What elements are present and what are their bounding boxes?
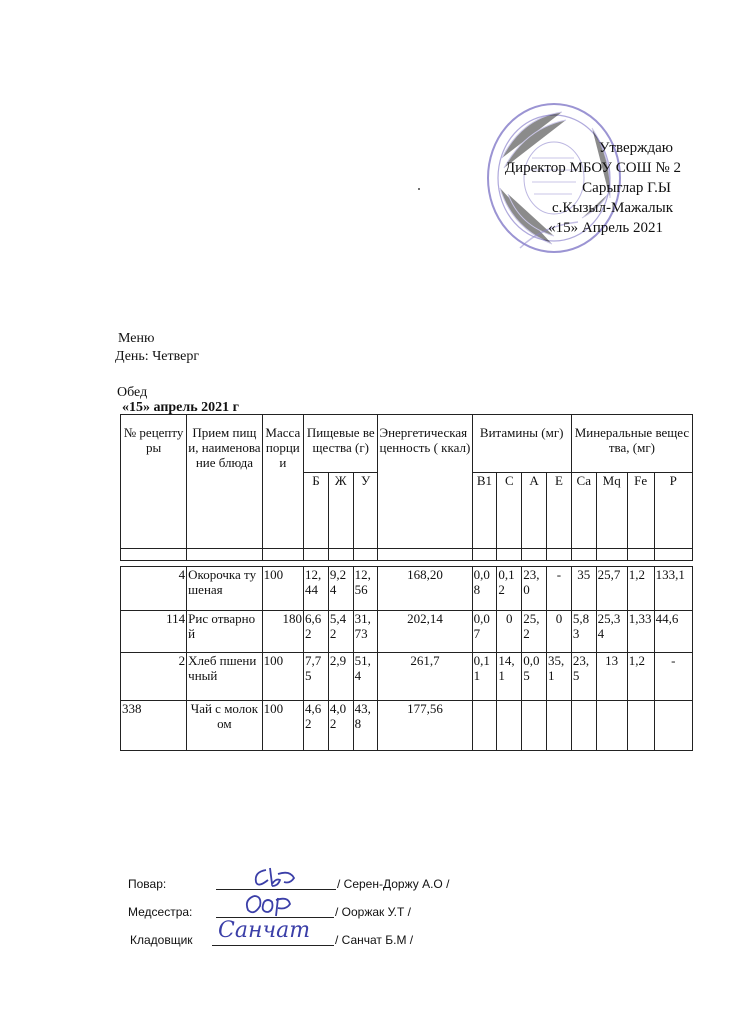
store-label: Кладовщик — [130, 933, 193, 947]
cell-recipe: 2 — [121, 653, 187, 701]
cell-ca — [571, 701, 596, 751]
sub-fe: Fe — [627, 473, 654, 549]
cell-u: 51,4 — [353, 653, 378, 701]
cell-b: 7,75 — [304, 653, 329, 701]
cell-c: 0 — [497, 611, 522, 653]
cell-a: 25,2 — [522, 611, 547, 653]
cell-u: 12,56 — [353, 567, 378, 611]
sub-e: Е — [547, 473, 572, 549]
cell-v1: 0,11 — [472, 653, 497, 701]
cell-c — [497, 701, 522, 751]
cell-mass: 100 — [262, 701, 303, 751]
cell-u: 31,73 — [353, 611, 378, 653]
table-row — [121, 611, 693, 653]
cell-p: 133,1 — [654, 567, 692, 611]
cell-mg: 25,34 — [596, 611, 627, 653]
cell-ca: 5,83 — [571, 611, 596, 653]
cell-e: 35,1 — [547, 653, 572, 701]
nurse-signature — [242, 888, 302, 918]
cell-recipe: 338 — [121, 701, 187, 751]
cell-zh: 4,02 — [328, 701, 353, 751]
cell-energy: 168,20 — [378, 567, 472, 611]
menu-table — [120, 414, 693, 751]
sub-a: А — [522, 473, 547, 549]
cell-b: 4,62 — [304, 701, 329, 751]
cell-b: 6,62 — [304, 611, 329, 653]
sub-p: Р — [654, 473, 692, 549]
sub-mg: Mq — [596, 473, 627, 549]
cell-zh: 9,24 — [328, 567, 353, 611]
cook-label: Повар: — [128, 877, 167, 891]
menu-title: Меню — [118, 331, 155, 346]
header-vitamins: Витамины (мг) — [472, 415, 571, 473]
nurse-name: / Ооржак У.Т / — [335, 905, 411, 919]
cell-v1: 0,08 — [472, 567, 497, 611]
cell-b: 12,44 — [304, 567, 329, 611]
cell-mg: 13 — [596, 653, 627, 701]
header-minerals: Минеральные вещества, (мг) — [571, 415, 692, 473]
cell-dish: Хлеб пшеничный — [187, 653, 262, 701]
sub-u: У — [353, 473, 378, 549]
cell-energy: 202,14 — [378, 611, 472, 653]
approval-director: Директор МБОУ СОШ № 2 — [504, 160, 681, 176]
date-label: «15» апрель 2021 г — [122, 400, 239, 415]
table-row — [121, 653, 693, 701]
sub-ca: Са — [571, 473, 596, 549]
header-recipe: № рецептуры — [121, 415, 187, 549]
cell-fe: 1,33 — [627, 611, 654, 653]
cell-c: 0,12 — [497, 567, 522, 611]
cell-fe — [627, 701, 654, 751]
cell-u: 43,8 — [353, 701, 378, 751]
header-mass: Масса порции — [262, 415, 303, 549]
approval-title: Утверждаю — [598, 140, 673, 156]
table-spacer-row — [121, 549, 693, 561]
cell-zh: 2,9 — [328, 653, 353, 701]
cell-mass: 100 — [262, 653, 303, 701]
store-signature: Санчат — [218, 918, 311, 943]
cell-mass: 180 — [262, 611, 303, 653]
day-label: День: Четверг — [115, 349, 200, 364]
sub-b: Б — [304, 473, 329, 549]
cell-e: 0 — [547, 611, 572, 653]
cell-a: 23,0 — [522, 567, 547, 611]
cell-e — [547, 701, 572, 751]
cell-a: 0,05 — [522, 653, 547, 701]
cell-p: 44,6 — [654, 611, 692, 653]
cell-c: 14,1 — [497, 653, 522, 701]
cell-dish: Рис отварной — [187, 611, 262, 653]
cell-a — [522, 701, 547, 751]
sub-v1: В1 — [472, 473, 497, 549]
cell-dish: Окорочка тушеная — [187, 567, 262, 611]
header-nutrients: Пищевые вещества (г) — [304, 415, 378, 473]
header-energy: Энергетическая ценность ( ккал) — [378, 415, 472, 549]
table-header-row — [121, 415, 693, 473]
cell-fe: 1,2 — [627, 653, 654, 701]
store-name: / Санчат Б.М / — [335, 933, 414, 947]
cook-name: / Серен-Доржу А.О / — [337, 877, 450, 891]
approval-village: с.Кызыл-Мажалык — [552, 200, 673, 216]
cell-mg — [596, 701, 627, 751]
approval-block — [470, 138, 685, 238]
table-row — [121, 701, 693, 751]
cell-v1 — [472, 701, 497, 751]
approval-name: Сарыглар Г.Ы — [582, 180, 671, 196]
table-row — [121, 567, 693, 611]
cell-v1: 0,07 — [472, 611, 497, 653]
meal-label: Обед — [117, 385, 148, 400]
speck — [418, 188, 420, 190]
header-dish: Прием пищи, наименование блюда — [187, 415, 262, 549]
cell-dish: Чай с молоком — [187, 701, 262, 751]
cell-energy: 261,7 — [378, 653, 472, 701]
cell-mass: 100 — [262, 567, 303, 611]
cell-recipe: 4 — [121, 567, 187, 611]
sub-c: С — [497, 473, 522, 549]
cell-p — [654, 701, 692, 751]
cell-zh: 5,42 — [328, 611, 353, 653]
cell-energy: 177,56 — [378, 701, 472, 751]
cell-fe: 1,2 — [627, 567, 654, 611]
cell-mg: 25,7 — [596, 567, 627, 611]
approval-date: «15» Апрель 2021 — [548, 220, 663, 236]
store-signature-line — [212, 945, 334, 946]
cell-ca: 35 — [571, 567, 596, 611]
cell-p: - — [654, 653, 692, 701]
cell-recipe: 114 — [121, 611, 187, 653]
cell-e: - — [547, 567, 572, 611]
cell-ca: 23,5 — [571, 653, 596, 701]
nurse-label: Медсестра: — [128, 905, 193, 919]
sub-zh: Ж — [328, 473, 353, 549]
